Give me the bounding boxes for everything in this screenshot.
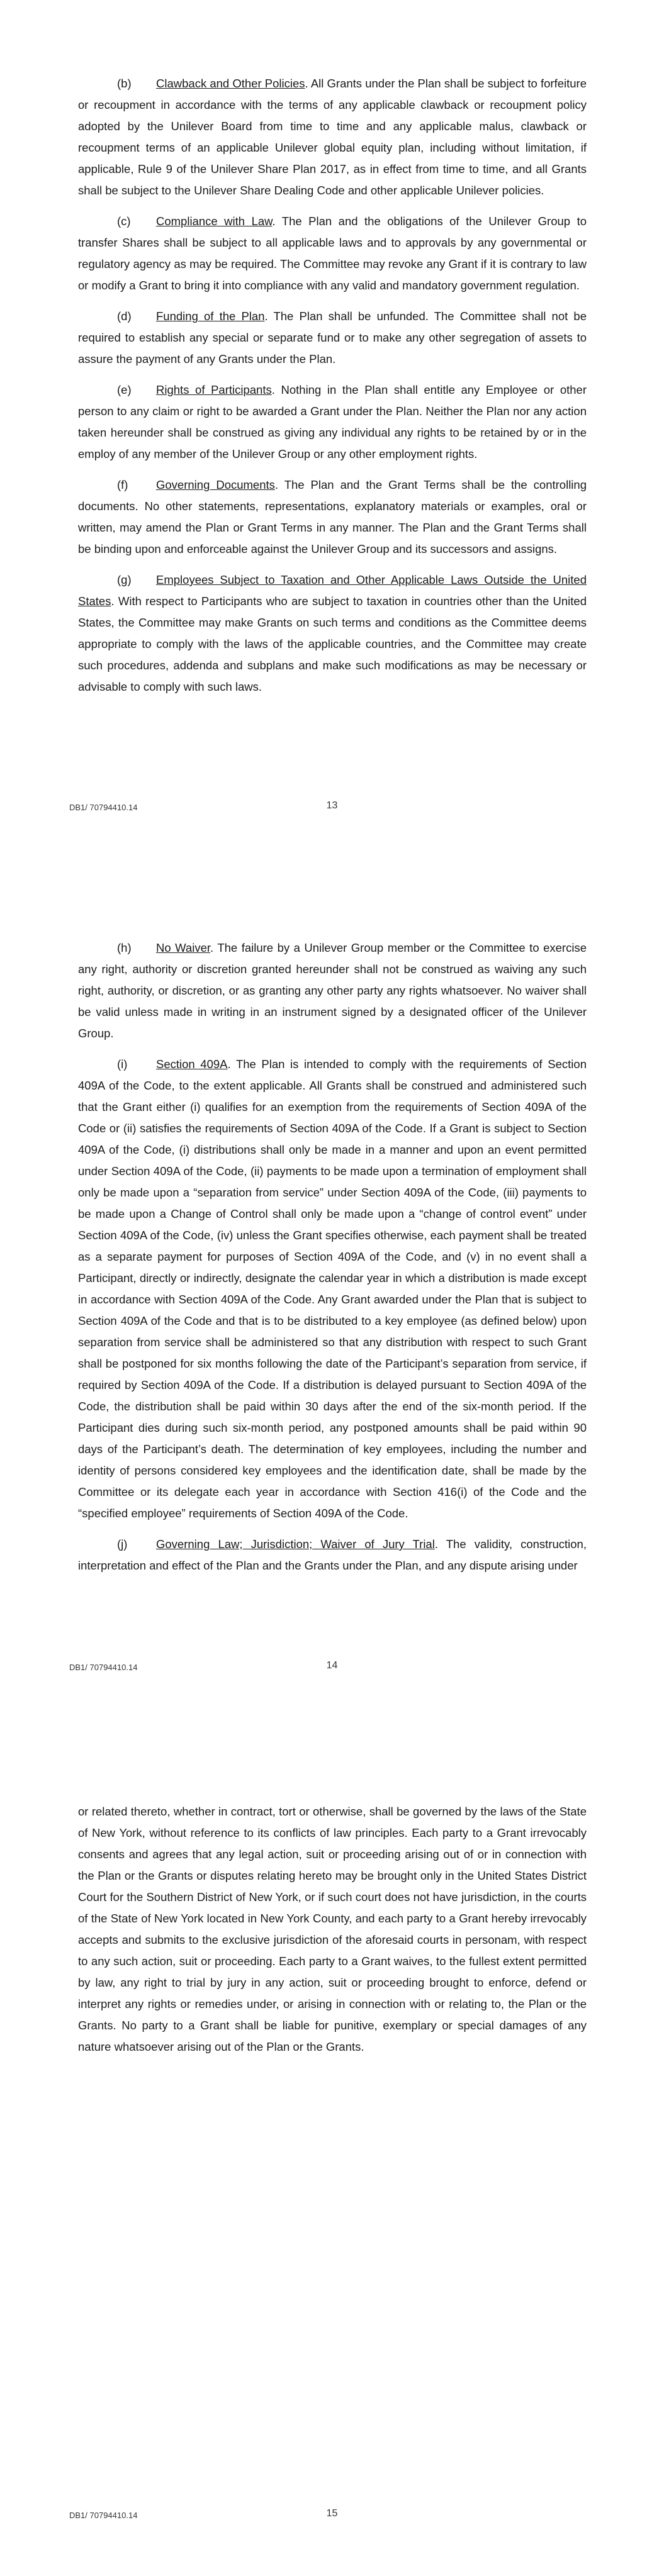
section-number: (f) [117,478,128,491]
document-id: DB1/ 70794410.14 [69,803,138,812]
page-body [78,1801,587,2067]
section-j [78,1534,587,1576]
section-heading: Compliance with Law [156,215,273,228]
section-c [78,211,587,296]
section-heading: Section 409A [156,1057,228,1071]
section-heading: Rights of Participants [156,383,272,396]
section-number: (e) [117,383,132,396]
section-body: . Nothing in the Plan shall entitle any Employee or other person to any claim or right to be awarded a Grant under the Plan. Neither the Plan nor any action taken hereunder shall be construed as giving any individual any rights to be retained by or in the employ of any member of the Unilever Group or any other employment rights. [78,383,587,460]
document-id: DB1/ 70794410.14 [69,1663,138,1672]
section-number: (j) [117,1537,128,1551]
section-body: . The Plan shall be unfunded. The Committee shall not be required to establish any special or separate fund or to make any other segregation of assets to assure the payment of any Grants under the Plan. [78,309,587,365]
section-body: . The validity, construction, interpretation and effect of the Plan and the Grants under the Plan, and any dispute arising under [78,1537,587,1572]
section-body: . The Plan and the Grant Terms shall be the controlling documents. No other statements, representations, explanatory materials or examples, oral or written, may amend the Plan or Grant Terms in any manner. The Plan and the Grant Terms shall be binding upon and enforceable against the Unilever Group and its successors and assigns. [78,478,587,555]
section-heading: Governing Documents [156,478,275,491]
page-number: 14 [326,1660,338,1671]
section-heading: Funding of the Plan [156,309,265,323]
section-j-continuation: or related thereto, whether in contract, tort or otherwise, shall be governed by the laws of the State of New York, without reference to its conflicts of law principles. Each party to a Grant irrevocably consents and agrees that any legal action, suit or proceeding arising out of or in connection with the Plan or the Grants or disputes relating hereto may be brought only in the United States District Court for the Southern District of New York, or if such court does not have jurisdiction, in the courts of the State of New York located in New York County, and each party to a Grant hereby irrevocably accepts and submits to the exclusive jurisdiction of the aforesaid courts in personam, with respect to any such action, suit or proceeding. Each party to a Grant waives, to the fullest extent permitted by law, any right to trial by jury in any action, suit or proceeding brought to enforce, defend or interpret any rights or remedies under, or arising in connection with or relating to, the Plan or the Grants. No party to a Grant shall be liable for punitive, exemplary or special damages of any nature whatsoever arising out of the Plan or the Grants. [78,1805,587,2053]
section-heading: Clawback and Other Policies [156,77,305,90]
section-number: (d) [117,309,132,323]
section-body: . With respect to Participants who are subject to taxation in countries other than the United States, the Committee may make Grants on such terms and conditions as the Committee deems appropriate to comply with the laws of the applicable countries, and the Committee may create such procedures, addenda and subplans and make such modifications as may be necessary or advisable to comply with such laws. [78,594,587,693]
document-id: DB1/ 70794410.14 [69,2511,138,2520]
document-page-15 [0,1727,664,2576]
page-number: 15 [326,2508,338,2519]
section-body: . The Plan is intended to comply with the requirements of Section 409A of the Code, to the extent applicable. All Grants shall be construed and administered such that the Grant either (i) qualifies for an exemption from the requirements of Section 409A of the Code or (ii) satisfies the requirements of Section 409A of the Code. If a Grant is subject to Section 409A of the Code, (i) distributions shall only be made in a manner and upon an event permitted under Section 409A of the Code, (ii) payments to be made upon a termination of employment shall only be made upon a “separation from service” under Section 409A of the Code, (iii) payments to be made upon a Change of Control shall only be made upon a “change of control event” under Section 409A of the Code, (iv) unless the Grant specifies otherwise, each payment shall be treated as a separate payment for purposes of Section 409A of the Code, and (v) in no event shall a Participant, directly or indirectly, designate the calendar year in which a distribution is made except in accordance with Section 409A of the Code. Any Grant awarded under the Plan that is subject to Section 409A of the Code and that is to be distributed to a key employee (as defined below) upon separation from service shall be administered so that any distribution with respect to such Grant shall be postponed for six months following the date of the Participant’s separation from service, if required by Section 409A of the Code. If a distribution is delayed pursuant to Section 409A of the Code, the distribution shall be paid within 30 days after the end of the six-month period. If the Participant dies during such six-month period, any postponed amounts shall be paid within 90 days of the Participant’s death. The determination of key employees, including the number and identity of persons considered key employees and the identification date, shall be made by the Committee or its delegate each year in accordance with Section 416(i) of the Code and the “specified employee” requirements of Section 409A of the Code. [78,1057,587,1520]
section-number: (c) [117,215,131,228]
document-page-13 [0,0,664,868]
page-body [78,73,587,707]
section-body: . The failure by a Unilever Group member or the Committee to exercise any right, authority or discretion granted hereunder shall not be construed as waiving any such right, authority, or discretion, or as granting any other party any rights whatsoever. No waiver shall be valid unless made in writing in an instrument signed by a designated officer of the Unilever Group. [78,941,587,1040]
section-g [78,569,587,698]
section-number: (g) [117,573,132,586]
section-d [78,306,587,370]
section-body: . The Plan and the obligations of the Unilever Group to transfer Shares shall be subject to all applicable laws and to approvals by any governmental or regulatory agency as may be required. The Committee may revoke any Grant if it is contrary to law or modify a Grant to bring it into compliance with any valid and mandatory government regulation. [78,215,587,292]
page-number: 13 [326,800,338,811]
section-number: (b) [117,77,132,90]
section-body: . All Grants under the Plan shall be subject to forfeiture or recoupment in accordance with the terms of any applicable clawback or recoupment policy adopted by the Unilever Board from time to time and any applicable malus, clawback or recoupment terms of an applicable Unilever global equity plan, including without limitation, if applicable, Rule 9 of the Unilever Share Plan 2017, as in effect from time to time, and all Grants shall be subject to the Unilever Share Dealing Code and other applicable Unilever policies. [78,77,587,197]
section-heading: Governing Law; Jurisdiction; Waiver of Jury Trial [156,1537,435,1551]
section-i [78,1054,587,1524]
section-b [78,73,587,201]
page-body [78,937,587,1586]
section-heading: No Waiver [156,941,211,954]
document-page-14 [0,868,664,1727]
section-heading: Employees Subject to Taxation and Other Applicable Laws Outside the United States [78,573,587,608]
section-e [78,379,587,465]
section-h [78,937,587,1044]
section-number: (i) [117,1057,128,1071]
section-f [78,474,587,560]
section-number: (h) [117,941,132,954]
